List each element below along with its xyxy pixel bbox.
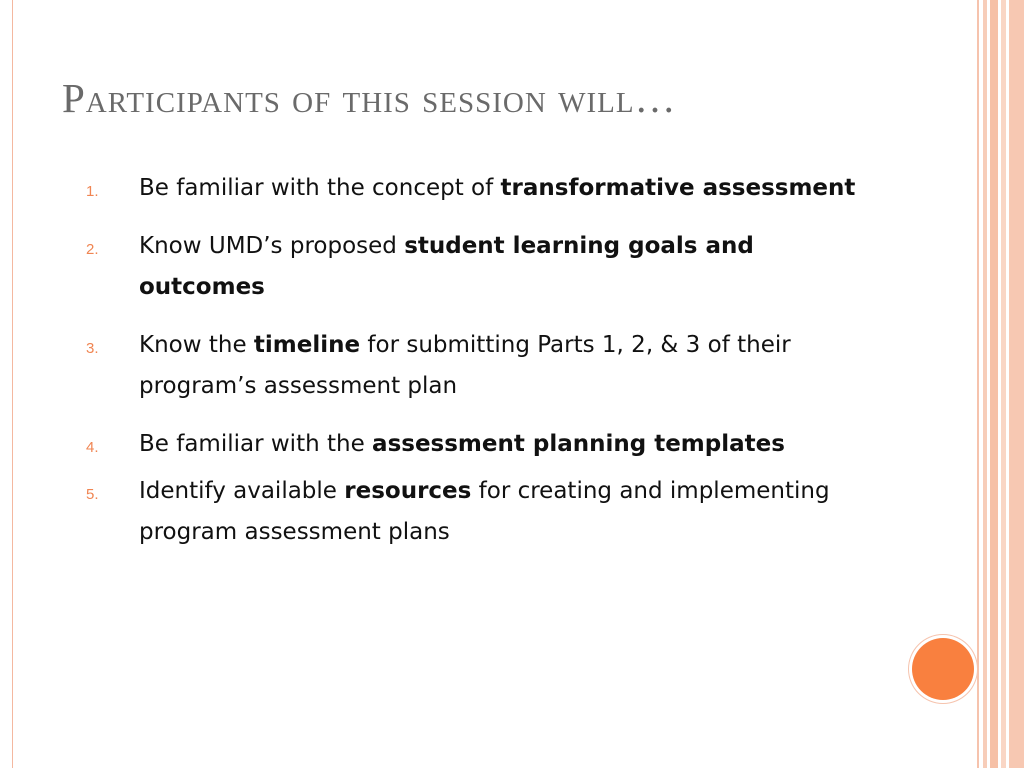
right-stripe-decoration xyxy=(990,0,998,768)
item-text-regular: Know the xyxy=(139,332,254,358)
item-text-bold: student learning goals and outcomes xyxy=(139,233,754,300)
item-text-bold: transformative assessment xyxy=(500,175,856,201)
list-item-text xyxy=(139,175,855,201)
objectives-list xyxy=(86,168,886,553)
list-number: 4. xyxy=(86,439,99,456)
right-stripe-decoration xyxy=(983,0,987,768)
item-text-regular: Be familiar with the xyxy=(139,431,373,457)
left-border-line xyxy=(12,0,13,768)
list-item xyxy=(86,168,886,209)
list-item xyxy=(86,424,886,465)
item-text-regular: Identify available xyxy=(139,478,345,504)
orange-circle-icon xyxy=(912,638,974,700)
item-text-regular: for creating and implementing program assessment plans xyxy=(139,478,830,545)
list-item xyxy=(86,226,886,308)
item-text-regular: Be familiar with the concept of xyxy=(139,175,501,201)
list-number: 5. xyxy=(86,486,99,503)
list-item-text xyxy=(139,233,754,300)
list-item-text xyxy=(139,431,785,457)
item-text-regular: for submitting Parts 1, 2, & 3 of their program’s assessment plan xyxy=(139,332,791,399)
right-stripe-decoration xyxy=(1001,0,1006,768)
list-number: 2. xyxy=(86,241,99,258)
item-text-regular: Know UMD’s proposed xyxy=(139,233,405,259)
item-text-bold: assessment planning templates xyxy=(372,431,785,457)
list-item xyxy=(86,471,886,553)
right-stripe-decoration xyxy=(977,0,979,768)
list-number: 1. xyxy=(86,183,99,200)
list-item xyxy=(86,325,886,407)
list-item-text xyxy=(139,332,791,399)
slide-title: Participants of this session will… xyxy=(62,75,677,121)
item-text-bold: resources xyxy=(344,478,472,504)
right-stripe-decoration xyxy=(1009,0,1024,768)
list-item-text xyxy=(139,478,830,545)
item-text-bold: timeline xyxy=(253,332,361,358)
list-number: 3. xyxy=(86,340,99,357)
